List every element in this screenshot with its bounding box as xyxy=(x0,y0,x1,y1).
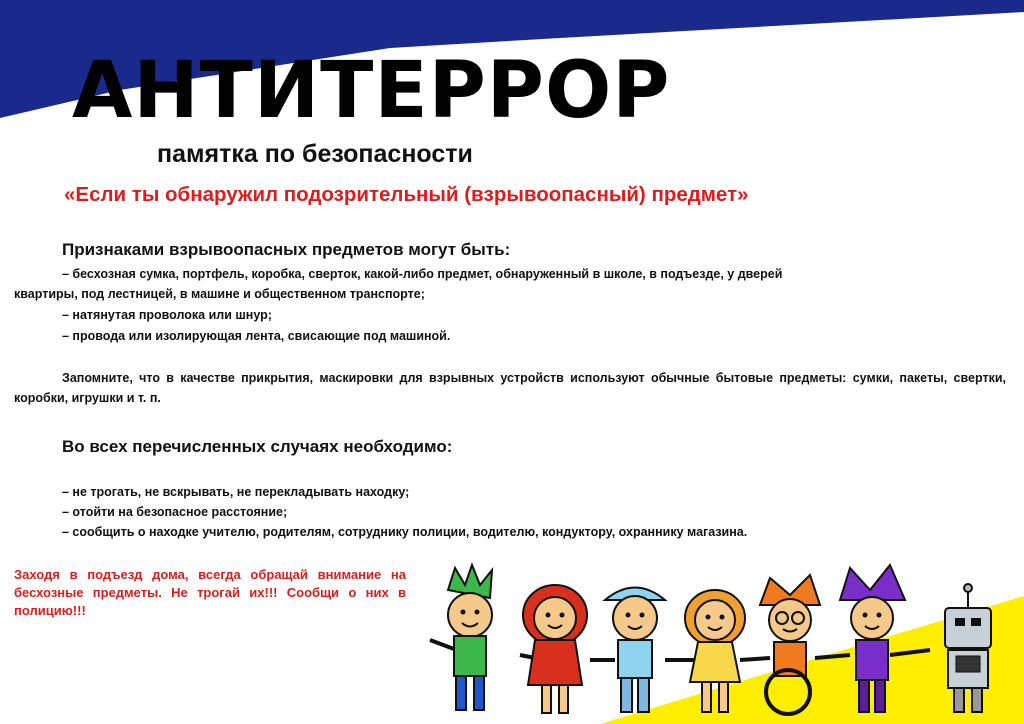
signs-item-1-line-1: – бесхозная сумка, портфель, коробка, сверток, какой-либо предмет, обнаруженный в школе, в подъезде, у дверей xyxy=(62,267,783,281)
actions-item-3: – сообщить о находке учителю, родителям, сотруднику полиции, водителю, кондуктору, охраннику магазина. xyxy=(62,525,748,539)
signs-item-2: – натянутая проволока или шнур; xyxy=(62,308,272,322)
remember-paragraph: Запомните, что в качестве прикрытия, маскировки для взрывных устройств используют обычные бытовые предметы: сумки, пакеты, свертки, коробки, игрушки и т. п. xyxy=(14,371,1006,405)
poster-subtitle: памятка по безопасности xyxy=(157,140,473,168)
kid-orange-wheelchair xyxy=(760,575,820,714)
kid-red xyxy=(523,585,587,713)
warning-text: Заходя в подъезд дома, всегда обращай внимание на бесхозные предметы. Не трогай их!!! Сообщи о них в полицию!!! xyxy=(14,567,406,618)
robot xyxy=(945,584,991,712)
signs-item-3: – провода или изолирующая лента, свисающие под машиной. xyxy=(62,329,451,343)
signs-heading: Признаками взрывоопасных предметов могут быть: xyxy=(62,240,511,259)
headline: «Если ты обнаружил подозрительный (взрывоопасный) предмет» xyxy=(64,183,749,206)
actions-heading: Во всех перечисленных случаях необходимо: xyxy=(62,437,453,456)
kid-purple xyxy=(840,565,905,712)
signs-item-1-line-2: квартиры, под лестницей, в машине и общественном транспорте; xyxy=(14,287,425,301)
kid-green xyxy=(448,565,492,710)
kid-blue xyxy=(605,588,665,713)
poster-title: АНТИТЕРРОР xyxy=(72,46,671,136)
kid-yellow xyxy=(685,590,745,712)
kids-illustration xyxy=(410,560,1024,724)
actions-item-2: – отойти на безопасное расстояние; xyxy=(62,505,288,519)
actions-item-1: – не трогать, не вскрывать, не перекладывать находку; xyxy=(62,485,410,499)
